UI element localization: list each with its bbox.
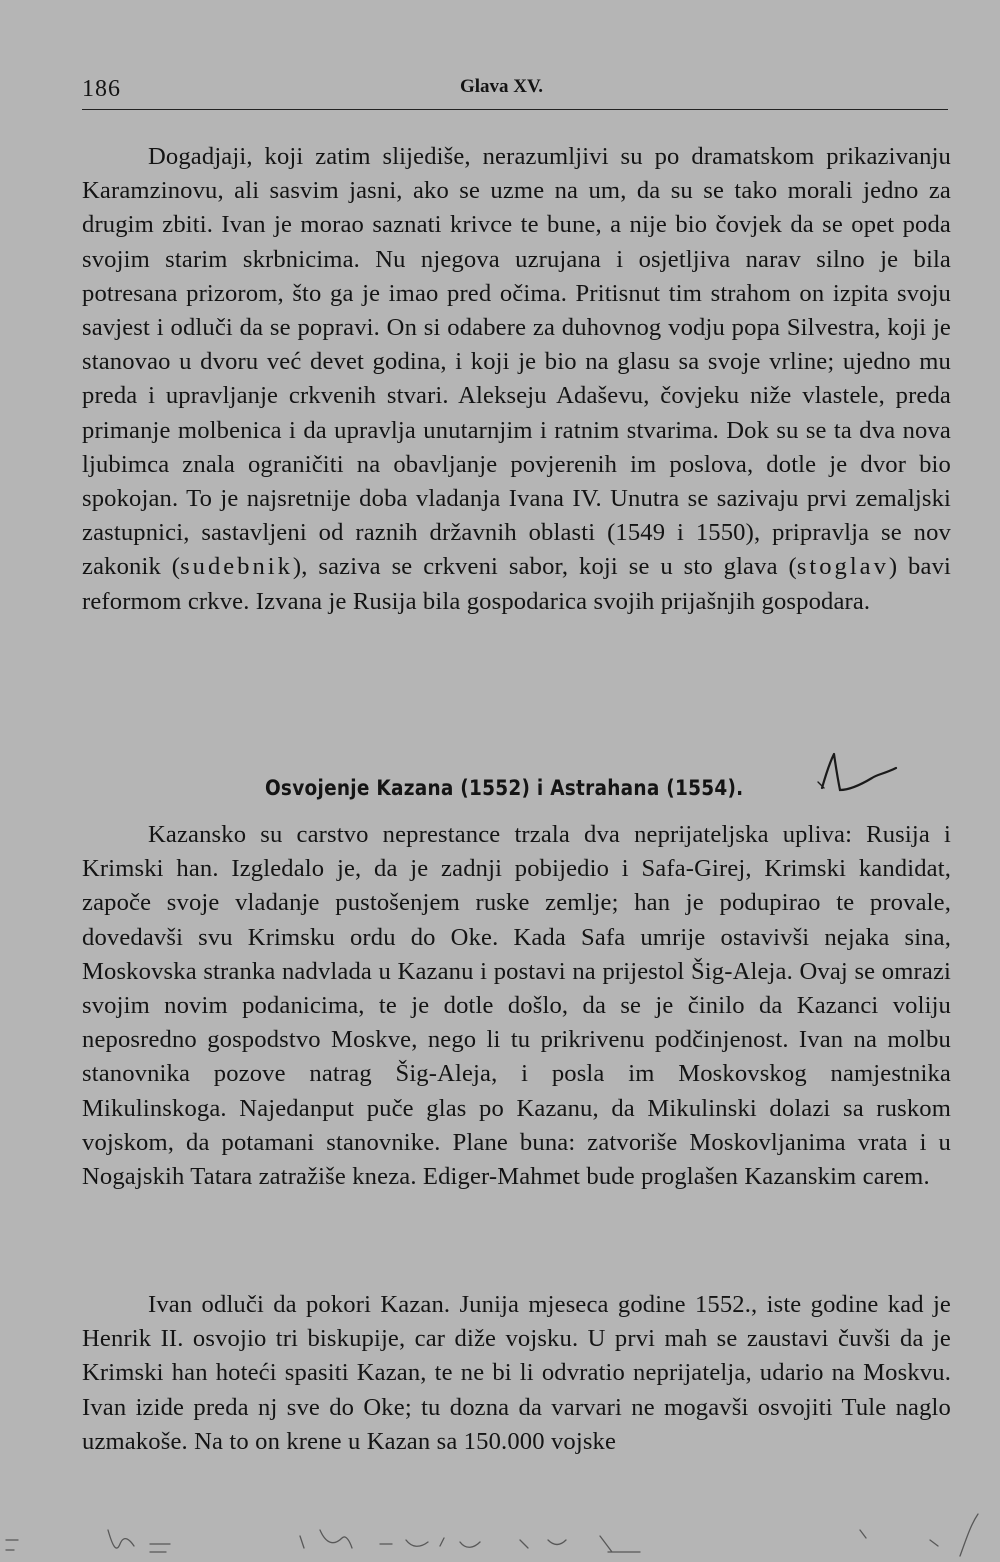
page-header (82, 66, 948, 112)
handwritten-margin-mark (800, 744, 910, 804)
header-rule (82, 109, 948, 110)
paragraph-1 (82, 140, 951, 619)
section-heading: Osvojenje Kazana (1552) i Astrahana (1554). (264, 776, 744, 801)
faint-handwriting-scribble (0, 1500, 1000, 1562)
term-stoglav: stoglav (796, 553, 889, 581)
running-head: Glava XV. (460, 76, 544, 97)
paragraph-2: Kazansko su carstvo neprestance trzala dva neprijateljska upliva: Rusija i Krimski han. Izgledalo je, da je zadnji pobijedio i Safa-Girej, Krimski kandidat, započe svoje vladanje pustošenjem ruske zemlje; han je podupirao te provale, dovedavši svu Krimsku ordu do Oke. Kada Safa umrije ostavivši nejaka sina, Moskovska stranka nadvlada u Kazanu i postavi na prijestol Šig-Aleja. Ovaj se omrazi svojim novim podanicima, te je dotle došlo, da se je činilo da Kazanci voliju neposredno gospodstvo Moskve, nego li tu prikrivenu podčinjenost. Ivan na molbu stanovnika pozove natrag Šig-Aleja, i posla im Moskovskog namjestnika Mikulinskoga. Najedanput puče glas po Kazanu, da Mikulinski dolazi sa ruskom vojskom, da potamani stanovnike. Plane buna: zatvoriše Moskovljanima vrata i u Nogajskih Tatara zatražiše kneza. Ediger-Mahmet bude proglašen Kazanskim carem. (82, 821, 951, 1191)
paragraph-3: Ivan odluči da pokori Kazan. Junija mjeseca godine 1552., iste godine kad je Henrik II. osvojio tri biskupije, car diže vojsku. U prvi mah se zaustavi čuvši da je Krimski han hoteći spasiti Kazan, te ne bi li odvratio neprijatelja, udario na Moskvu. Ivan izide preda nj sve do Oke; tu dozna da varvari ne mogavši osvojiti Tule naglo uzmakoše. Na to on krene u Kazan sa 150.000 vojske (82, 1291, 951, 1455)
term-sudebnik: sudebnik (180, 553, 293, 581)
page-number: 186 (82, 76, 121, 102)
paragraph-1-text-a: Dogadjaji, koji zatim slijediše, nerazumljivi su po dramatskom prikazivanju Karamzinovu, ali sasvim jasni, ako se uzme na um, da su se tako morali jedno za drugim zbiti. Ivan je morao saznati krivce te bune, a nije bio čovjek da se opet poda svojim starim skrbnicima. Nu njegova uzrujana i osjetljiva narav silno je bila potresana prizorom, što ga je imao pred očima. Pritisnut tim strahom on izpita svoju savjest i odluči da se popravi. On si odabere za duhovnog vodju popa Silvestra, koji je stanovao u dvoru već devet godina, i koji je bio na glasu sa svoje vrline; ujedno mu preda i upravljanje crkvenih stvari. Alekseju Adaševu, čovjeku niže vlastele, preda primanje molbenica i da upravlja unutarnjim i ratnim stvarima. Dok su se ta dva nova ljubimca znala ograničiti na obavljanje povjerenih im poslova, dotle je dvor bio spokojan. To je najsretnije doba vladanja Ivana IV. Unutra se sazivaju prvi zemaljski zastupnici, sastavljeni od raznih državnih oblasti (1549 i 1550), pripravlja se nov zakonik ( (82, 143, 951, 581)
paragraph-1-text-b: ), saziva se crkveni sabor, koji se u sto glava ( (292, 553, 797, 581)
paragraph-1-text-c: ) bavi reformom crkve. Izvana je Rusija bila gospodarica svojih prijašnjih gospodara. (82, 553, 951, 615)
